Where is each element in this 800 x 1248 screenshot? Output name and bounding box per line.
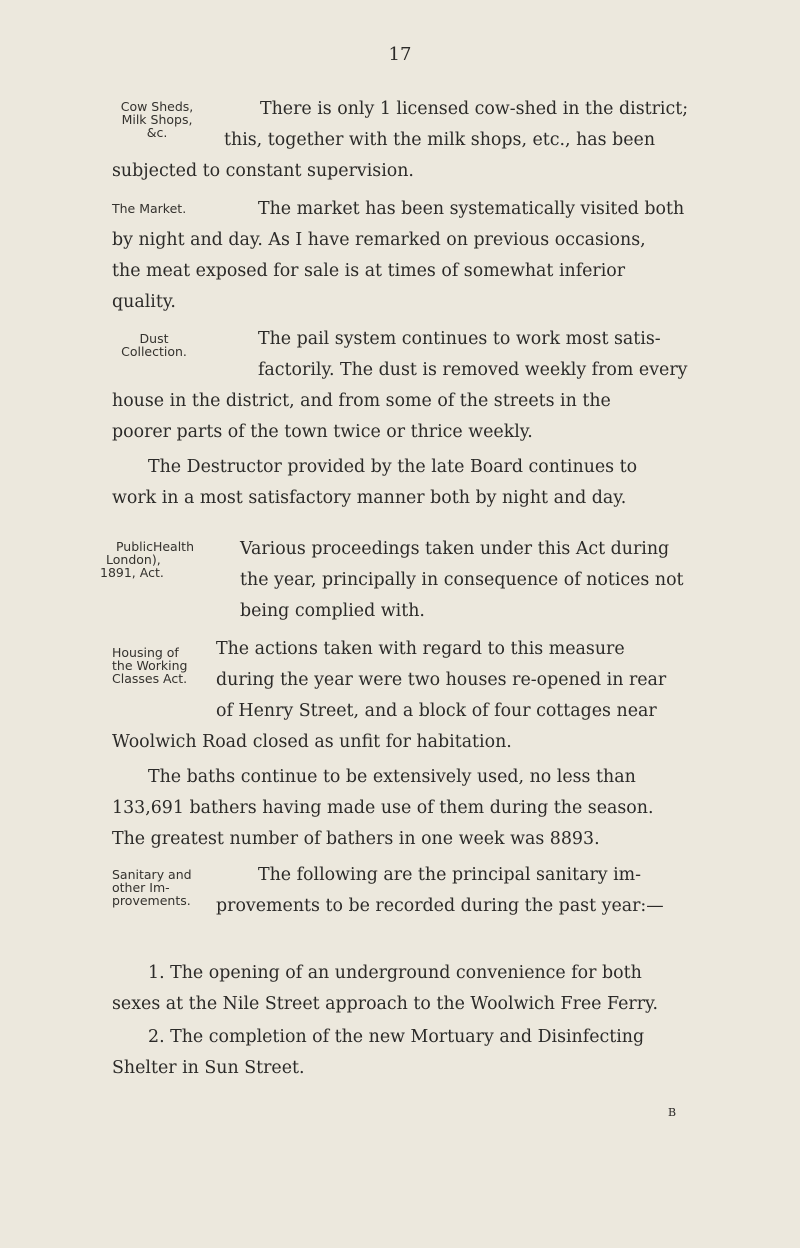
text-line: The actions taken with regard to this measure xyxy=(216,639,625,659)
text-line: The following are the principal sanitary im- xyxy=(258,865,642,885)
text-line: by night and day. As I have remarked on previous occasions, xyxy=(112,230,646,250)
text-line: The market has been systematically visited both xyxy=(258,199,685,219)
text-line: this, together with the milk shops, etc., has been xyxy=(224,130,656,150)
side-note-line: provements. xyxy=(112,893,191,908)
side-note-line: the Working xyxy=(112,658,188,673)
text-line: The greatest number of bathers in one week was 8893. xyxy=(112,829,600,849)
text-line: 1. The opening of an underground convenience for both xyxy=(148,963,642,983)
side-note-line: 1891, Act. xyxy=(100,565,164,580)
text-line: during the year were two houses re-opened in rear xyxy=(216,670,667,690)
side-note-line: Housing of xyxy=(112,645,179,660)
text-line: factorily. The dust is removed weekly from every xyxy=(258,360,688,380)
list-item-1 xyxy=(112,958,712,1020)
paragraph-public-health-act xyxy=(112,534,712,627)
side-note-line: Milk Shops, xyxy=(121,112,193,127)
text-line: the meat exposed for sale is at times of somewhat inferior xyxy=(112,261,626,281)
text-line: 2. The completion of the new Mortuary and Disinfecting xyxy=(148,1027,645,1047)
side-note-line: Collection. xyxy=(121,344,187,359)
text-line: The pail system continues to work most satis- xyxy=(258,329,661,349)
side-note-line: Cow Sheds, xyxy=(120,99,194,114)
sheet-signature-mark: B xyxy=(668,1106,677,1119)
paragraph-cow-sheds xyxy=(112,94,712,187)
list-item-2 xyxy=(112,1022,712,1084)
text-line: the year, principally in consequence of notices not xyxy=(240,570,684,590)
text-line: Woolwich Road closed as unfit for habitation. xyxy=(112,732,512,752)
text-line: being complied with. xyxy=(240,601,425,621)
text-line: sexes at the Nile Street approach to the Woolwich Free Ferry. xyxy=(112,994,659,1014)
text-line: of Henry Street, and a block of four cottages near xyxy=(216,701,657,721)
text-line: provements to be recorded during the past year:— xyxy=(216,896,664,916)
side-note-line: Sanitary and xyxy=(112,867,192,882)
side-note-line: other Im- xyxy=(112,880,170,895)
page-number: 17 xyxy=(388,44,412,65)
text-line: poorer parts of the town twice or thrice weekly. xyxy=(112,422,533,442)
side-note-line: &c. xyxy=(146,125,168,140)
side-note-line: Dust xyxy=(139,331,169,346)
text-line: quality. xyxy=(112,292,176,312)
side-note-line: PublicHealth xyxy=(115,539,195,554)
text-line: Various proceedings taken under this Act during xyxy=(240,539,670,559)
side-note-line: London), xyxy=(106,552,161,567)
paragraph-dust-collection xyxy=(112,324,712,448)
paragraph-housing-act xyxy=(112,634,712,758)
text-line: house in the district, and from some of the streets in the xyxy=(112,391,611,411)
text-line: 133,691 bathers having made use of them during the season. xyxy=(112,798,654,818)
text-line: subjected to constant supervision. xyxy=(112,161,414,181)
paragraph-market xyxy=(112,194,712,318)
paragraph-sanitary-improvements xyxy=(112,860,712,922)
paragraph-destructor xyxy=(112,452,712,514)
text-line: There is only 1 licensed cow-shed in the district; xyxy=(260,99,689,119)
side-note-line: Classes Act. xyxy=(112,671,188,686)
paragraph-baths xyxy=(112,762,712,855)
text-line: The Destructor provided by the late Board continues to xyxy=(148,457,638,477)
text-line: Shelter in Sun Street. xyxy=(112,1058,305,1078)
text-line: work in a most satisfactory manner both by night and day. xyxy=(112,488,627,508)
side-note-line: The Market. xyxy=(112,201,187,216)
text-line: The baths continue to be extensively used, no less than xyxy=(148,767,636,787)
